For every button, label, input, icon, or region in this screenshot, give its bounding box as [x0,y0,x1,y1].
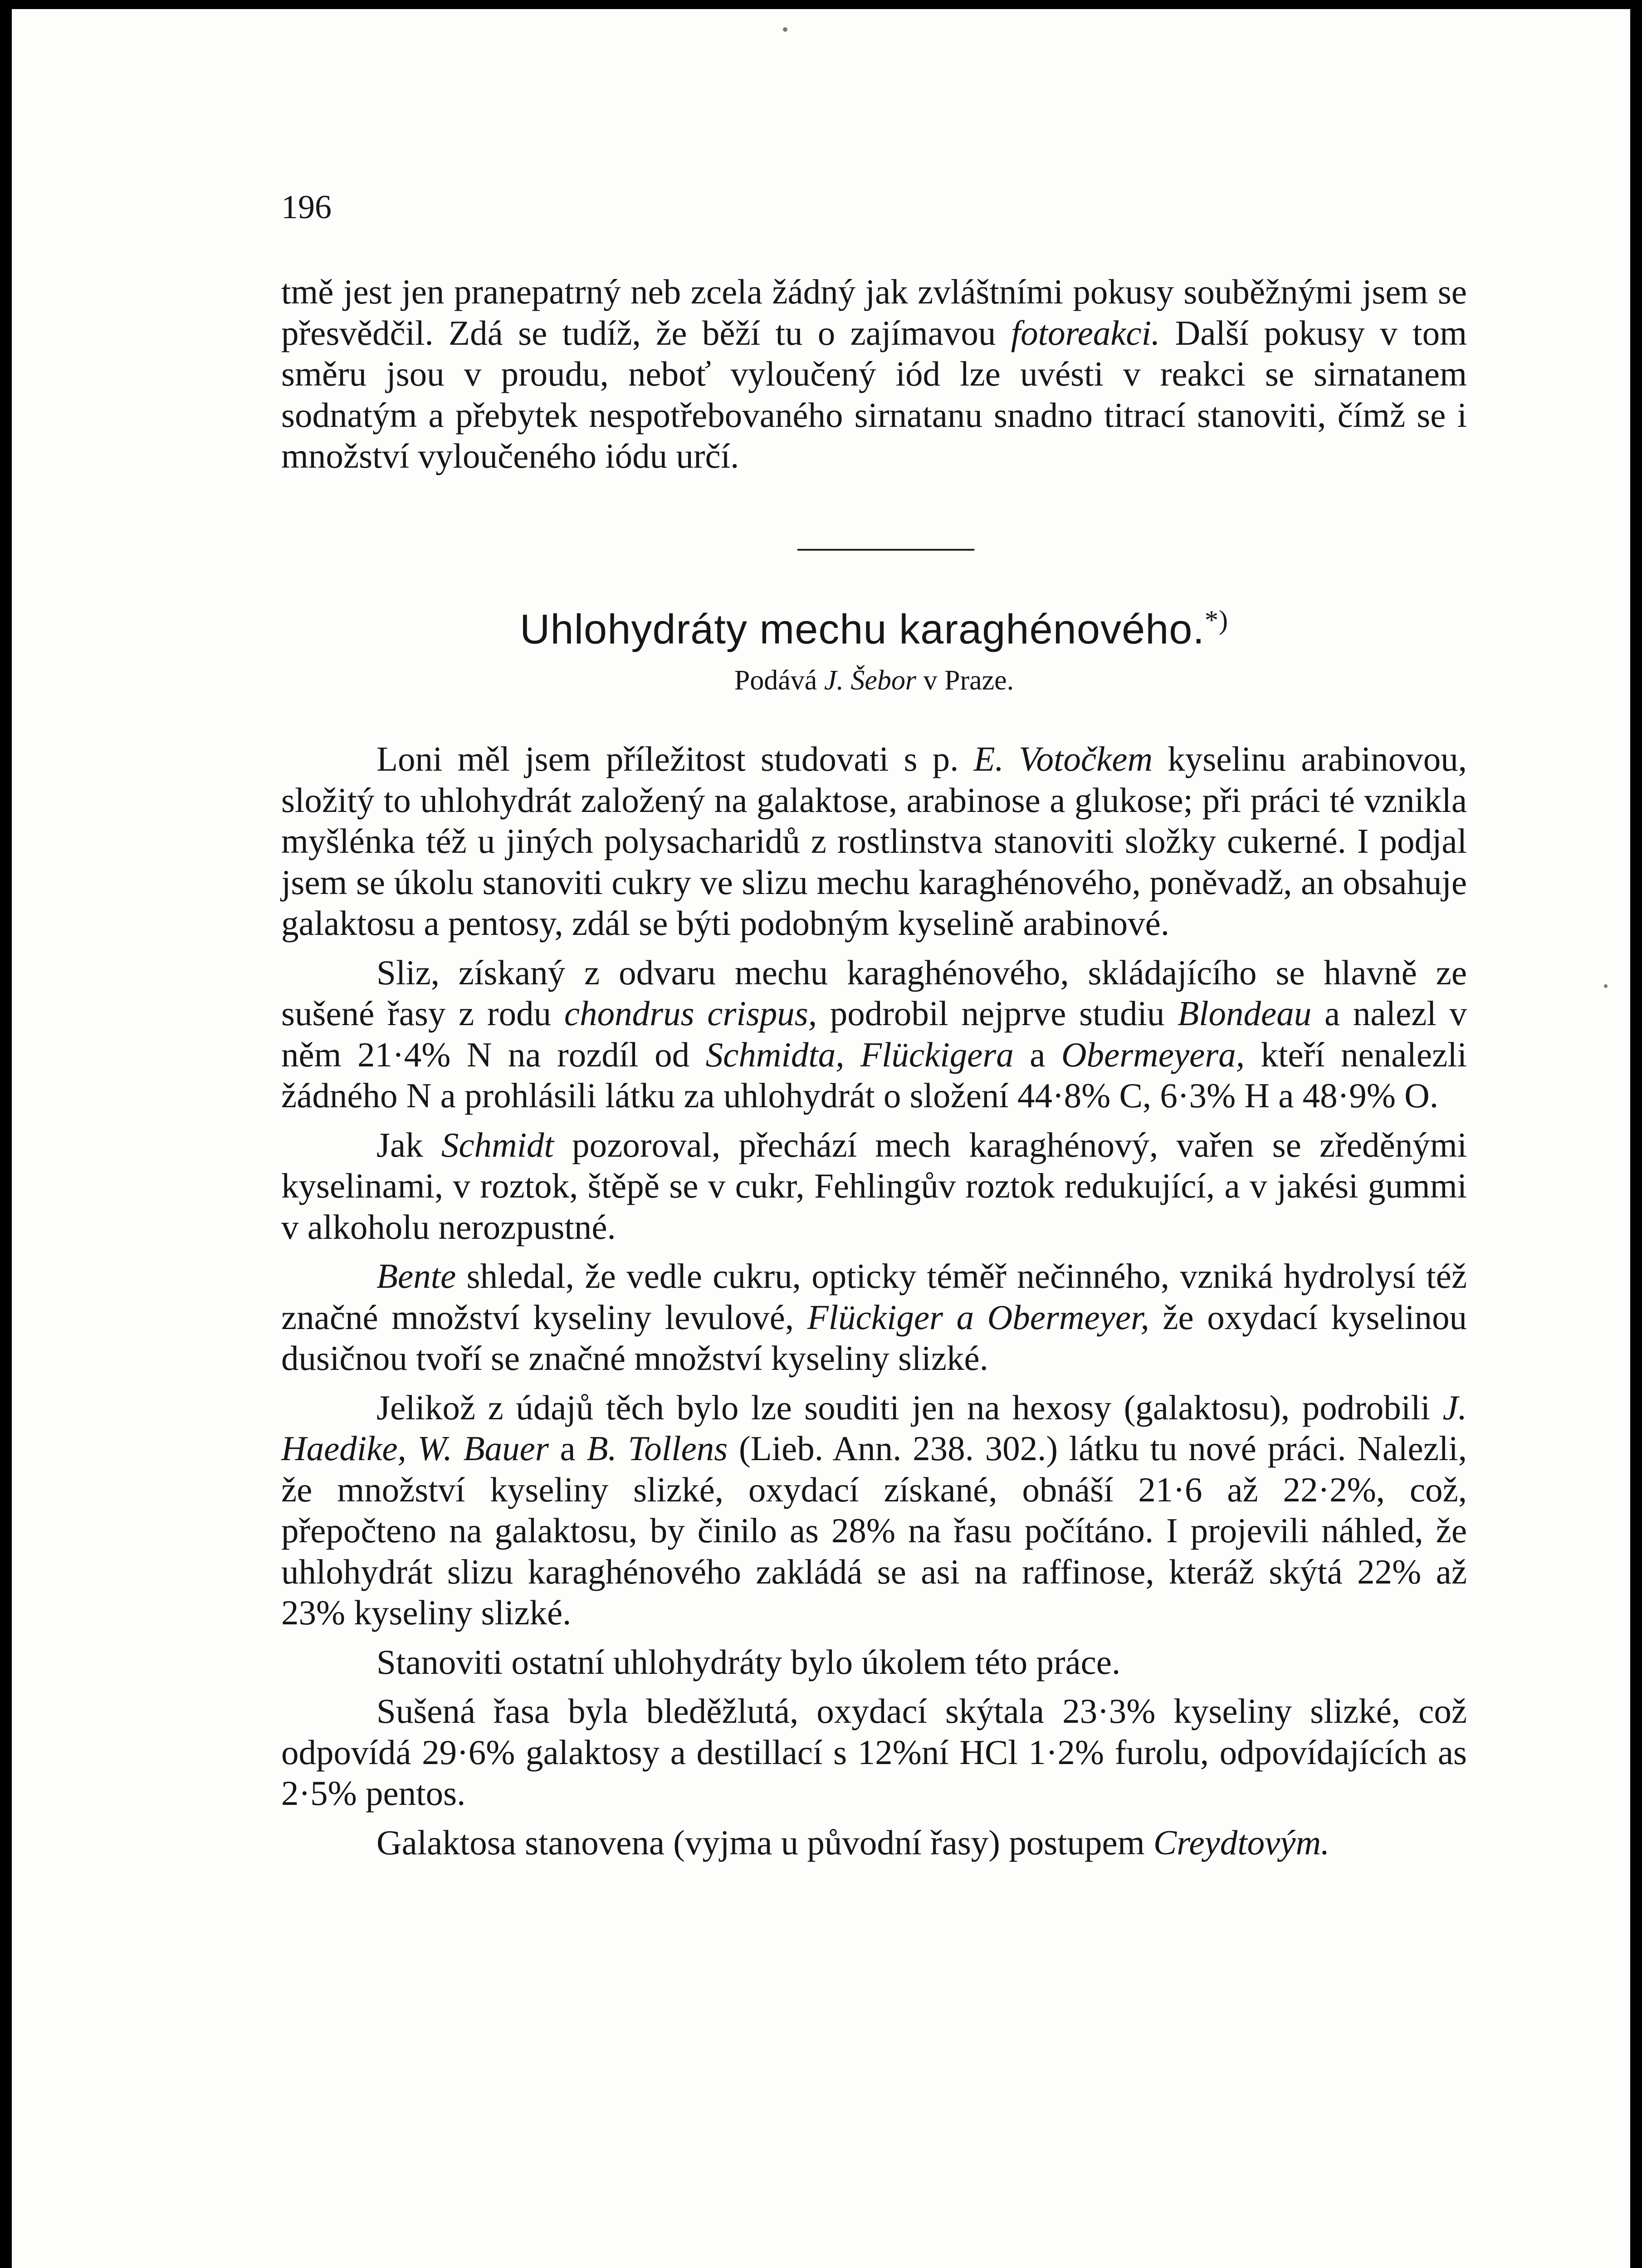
italic-run: Flückiger a Obermeyer, [807,1297,1149,1337]
text-run: (Lieb. Ann. 238. 302.) látku tu nové práci. Nalezli, že množství kyseliny slizké, oxydací získané, obnáší 21·6 až 22·2%, což, přepočteno na galaktosu, by činilo as 28% na řasu počítáno. I projevili náhled, že uhlohydrát slizu karaghénového zakládá se asi na raffinose, kteráž skýtá 22% až 23% kyseliny slizké. [281,1429,1467,1632]
text-run: podrobil nejprve studiu [817,994,1178,1033]
text-run: kyselinu arabinovou, složitý to uhlohydrát založený na galaktose, arabinose a glukose; při práci té vznikla myšlénka též u jiných polysacharidů z rostlinstva stanoviti složky cukerné. I podjal jsem se úkolu stanoviti cukry ve slizu mechu karaghénového, poněvadž, an obsahuje galaktosu a pentosy, zdál se býti podobným kyselině arabinové. [281,739,1467,943]
text-run: a nalezl v něm 21·4% N na rozdíl od [281,994,1467,1074]
text-run: tmě jest jen pranepatrný neb zcela žádný jak zvláštními pokusy souběžnými jsem se přesvědčil. Zdá se tudíž, že běží tu o zajímavou [281,272,1467,352]
scan-speck [783,27,787,32]
footnote-marker: *) [1205,605,1228,635]
italic-run: Schmidta, Flückigera [705,1035,1014,1074]
author-name: J. Šebor [824,665,916,696]
byline-suffix: v Praze. [916,665,1014,696]
text-run: shledal, že vedle cukru, opticky téměř nečinného, vzniká hydrolysí též značné množství kyseliny levulové, [281,1256,1467,1337]
italic-run: B. Tollens [586,1429,728,1468]
italic-run: chondrus crispus, [564,994,817,1033]
italic-run: E. Votočkem [973,739,1153,778]
article-body [281,738,1467,1863]
text-run: Další pokusy v tom směru jsou v proudu, neboť vyloučený iód lze uvésti v reakci se sirnatanem sodnatým a přebytek nespotřebovaného sirnatanu snadno titrací stanoviti, čímž se i množství vyloučeného iódu určí. [281,313,1467,475]
intro-paragraph [281,271,1467,477]
text-run: kteří nenalezli žádného N a prohlásili látku za uhlohydrát o složení 44·8% C, 6·3% H a 48·9% O. [281,1035,1467,1115]
byline [281,662,1467,699]
text-run: Galaktosa stanovena (vyjma u původní řasy) postupem [376,1823,1153,1862]
paragraph-6: Stanoviti ostatní uhlohydráty bylo úkolem této práce. [376,1642,1121,1681]
italic-run: Schmidt [441,1125,554,1164]
paragraph-3 [281,1124,1467,1248]
italic-run: fotoreakci. [1011,313,1160,352]
paper-sheet [12,9,1630,2268]
page-number: 196 [281,189,332,226]
paragraph-5 [281,1387,1467,1633]
text-run: Sliz, získaný z odvaru mechu karaghénového, skládajícího se hlavně ze sušené řasy z rodu [281,953,1467,1033]
text-run: pozoroval, přechází mech karaghénový, vařen se zředěnými kyselinami, v roztok, štěpě se v cukr, Fehlingův roztok redukující, a v jakési gummi v alkoholu nerozpustné. [281,1125,1467,1246]
text-run: Jelikož z údajů těch bylo lze souditi jen na hexosy (galaktosu), podrobili [376,1388,1443,1427]
italic-run: Creydtovým. [1153,1823,1330,1862]
italic-run: J. Haedike, W. Bauer [281,1388,1467,1468]
text-run: a [548,1429,587,1468]
text-run: Jak [376,1125,441,1164]
paragraph-8 [281,1822,1467,1863]
scan-speck [1604,984,1608,988]
italic-run: Obermeyera, [1061,1035,1245,1074]
paragraph-4 [281,1256,1467,1379]
text-run: že oxydací kyselinou dusičnou tvoří se značné množství kyseliny slizké. [281,1297,1467,1378]
text-run: Loni měl jsem příležitost studovati s p. [376,739,974,778]
article-title [281,595,1467,655]
text-run: a [1013,1035,1061,1074]
section-divider [797,549,974,551]
paragraph-7: Sušená řasa byla bleděžlutá, oxydací skýtala 23·3% kyseliny slizké, což odpovídá 29·6% galaktosy a destillací s 12%ní HCl 1·2% furolu, odpovídajících as 2·5% pentos. [281,1691,1467,1813]
title-text: Uhlohydráty mechu karaghénového. [519,606,1205,653]
italic-run: Bente [376,1256,456,1295]
byline-prefix: Podává [734,665,824,696]
paragraph-1 [281,738,1467,944]
italic-run: Blondeau [1178,994,1312,1033]
paragraph-2 [281,952,1467,1116]
